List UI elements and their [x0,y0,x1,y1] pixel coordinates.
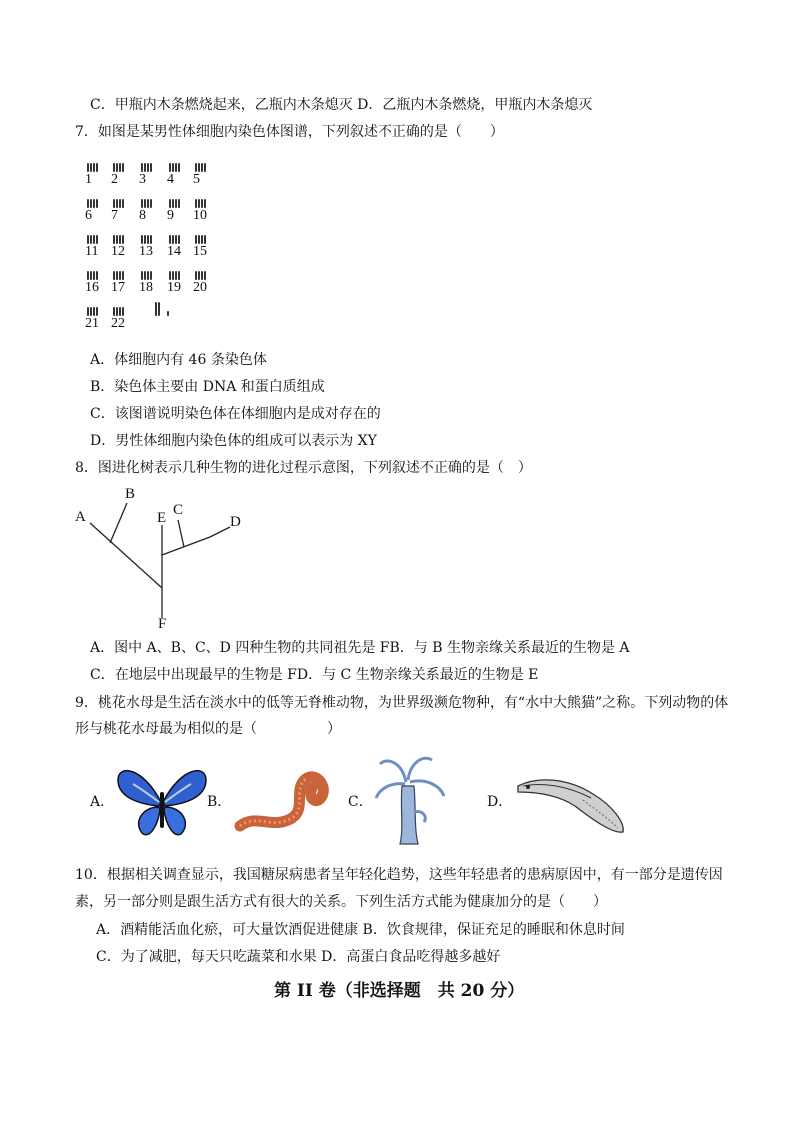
q6-options-cd: C．甲瓶内木条燃烧起来，乙瓶内木条熄灭 D．乙瓶内木条燃烧，甲瓶内木条熄灭 [90,97,593,113]
butterfly-icon [113,762,211,840]
chromosome-number: 11 [85,244,99,259]
q9-stem-line1: 9．桃花水母是生活在淡水中的低等无脊椎动物，为世界级濒危物种，有“水中大熊猫”之称。下列动物的体 [75,695,729,711]
chromosome-pair-glyph [87,160,99,169]
chromosome-pair-glyph [87,196,99,205]
chromosome-number: 14 [167,244,181,259]
chromosome-number: 1 [85,172,92,187]
chromosome-number: 18 [139,280,153,295]
karyotype-figure [85,158,225,334]
chromosome-pair-glyph [195,268,207,277]
chromosome-pair-glyph [113,196,125,205]
tree-label-f: F [158,616,167,632]
tree-label-c: C [173,502,184,518]
hydra-image [372,752,448,856]
earthworm-icon [232,768,332,838]
q8-stem: 8．图进化树表示几种生物的进化过程示意图，下列叙述不正确的是（ ） [75,460,532,476]
chromosome-number: 17 [111,280,125,295]
tree-label-d: D [230,514,241,530]
q9-option-d-label: D． [487,794,513,810]
chromosome-number: 4 [167,172,174,187]
q8-options-ab: A．图中 A、B、C、D 四种生物的共同祖先是 FB．与 B 生物亲缘关系最近的生物是 A [90,640,630,656]
chromosome-pair-glyph [87,304,99,313]
chromosome-pair-glyph [169,196,181,205]
chromosome-pair-glyph [141,160,153,169]
chromosome-pair-glyph [141,232,153,241]
q7-stem: 7．如图是某男性体细胞内染色体图谱，下列叙述不正确的是（ ） [75,124,504,140]
chromosome-pair-glyph [141,268,153,277]
tree-label-a: A [75,509,86,525]
q9-option-a-label: A． [90,794,115,810]
chromosome-number: 6 [85,208,92,223]
chromosome-pair-glyph [169,232,181,241]
hydra-icon [372,752,448,852]
chromosome-number: 13 [139,244,153,259]
earthworm-image [232,768,332,842]
evolution-tree-lines [70,485,260,635]
q7-option-d: D．男性体细胞内染色体的组成可以表示为 XY [90,433,377,449]
chromosome-number: 9 [167,208,174,223]
eel-fish-icon [513,768,631,838]
chromosome-number: 12 [111,244,125,259]
evolution-tree [70,485,260,635]
sex-chromosome-glyph [155,302,170,316]
q8-options-cd: C．在地层中出现最早的生物是 FD．与 C 生物亲缘关系最近的生物是 E [90,667,539,683]
q9-option-c-label: C． [348,794,373,810]
chromosome-number: 5 [193,172,200,187]
chromosome-pair-glyph [195,196,207,205]
chromosome-pair-glyph [113,232,125,241]
chromosome-pair-glyph [113,304,125,313]
eel-image [513,768,631,842]
chromosome-number: 21 [85,316,99,331]
q7-option-c: C．该图谱说明染色体在体细胞内是成对存在的 [90,406,381,422]
tree-label-b: B [125,486,136,502]
q7-option-b: B．染色体主要由 DNA 和蛋白质组成 [90,379,325,395]
chromosome-number: 2 [111,172,118,187]
q10-stem-line1: 10．根据相关调查显示，我国糖尿病患者呈年轻化趋势，这些年轻患者的患病原因中，有一部分是遗传因 [75,867,723,883]
tree-label-e: E [157,510,167,526]
q9-option-b-label: B． [207,794,232,810]
q9-stem-line2: 形与桃花水母最为相似的是（ ） [75,721,341,737]
chromosome-number: 22 [111,316,125,331]
chromosome-number: 10 [193,208,207,223]
chromosome-pair-glyph [169,268,181,277]
chromosome-pair-glyph [113,160,125,169]
butterfly-image [113,762,211,844]
section-heading: 第 II 卷（非选择题 共 20 分） [274,981,525,1001]
chromosome-pair-glyph [141,196,153,205]
chromosome-number: 20 [193,280,207,295]
chromosome-number: 3 [139,172,146,187]
chromosome-pair-glyph [195,232,207,241]
chromosome-pair-glyph [195,160,207,169]
q10-options-ab: A．酒精能活血化瘀，可大量饮酒促进健康 B．饮食规律，保证充足的睡眠和休息时间 [96,922,625,938]
chromosome-number: 7 [111,208,118,223]
chromosome-number: 8 [139,208,146,223]
q7-option-a: A．体细胞内有 46 条染色体 [90,352,267,368]
chromosome-number: 16 [85,280,99,295]
chromosome-pair-glyph [113,268,125,277]
chromosome-pair-glyph [87,268,99,277]
q10-options-cd: C．为了减肥，每天只吃蔬菜和水果 D．高蛋白食品吃得越多越好 [96,949,501,965]
chromosome-number: 15 [193,244,207,259]
q10-stem-line2: 素，另一部分则是跟生活方式有很大的关系。下列生活方式能为健康加分的是（ ） [75,894,607,910]
chromosome-number: 19 [167,280,181,295]
chromosome-pair-glyph [169,160,181,169]
chromosome-pair-glyph [87,232,99,241]
